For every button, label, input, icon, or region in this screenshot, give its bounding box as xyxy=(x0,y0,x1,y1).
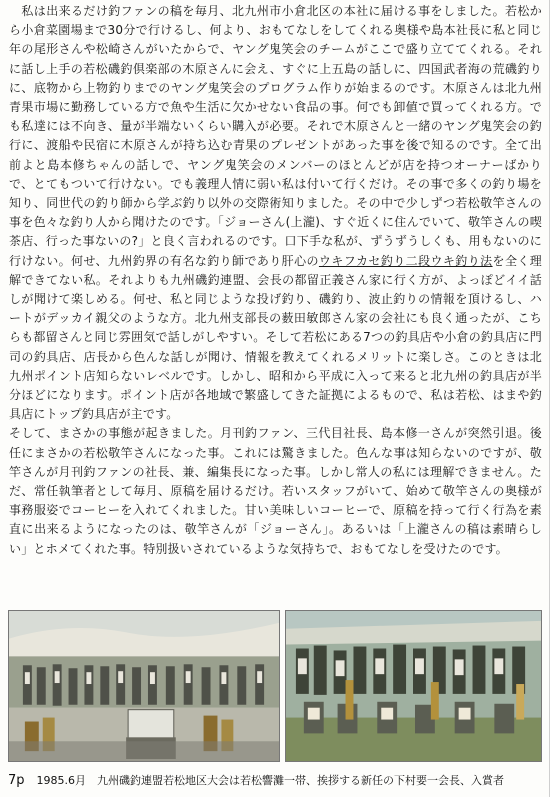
paragraph-1-continued: を全く理解できてない私。それよりも九州磯釣連盟、会長の都留正義さん家に行く方が、よっぽどイイ話しが聞けて楽しめる。何せ、私と同じような投げ釣り、磯釣り、波止釣りの情報を頂けるし、ハートがデッカイ親父のような方。北九州支部長の薮田敏郎さん家の会社にも良く通ったが、こちらも都留さんと同じ雰囲気で話しがしやすい。そして若松にある7つの釣具店や小倉の釣具店に門司の釣具店、店長から色んな話しが聞け、情報を教えてくれるメリットに楽しさ。このときは北九州ポイント店知らないレベルです。しかし、昭和から平成に入って来ると北九州の釣具店が半分ほどになります。ポイント店が各地域で繁盛してきた証拠によるもので、私は若松、はまや釣具店にトップ釣具店が主です。 xyxy=(9,253,542,422)
photo-prize-winners-image xyxy=(286,611,541,761)
article-paragraph-2: そして、まさかの事態が起きました。月刊釣ファン、三代目社長、島本修一さんが突然引退。後任にまさかの若松敬竿さんになった事。これには驚きました。色んな事は知らないのですが、敬竿さんが月刊釣ファンの社長、兼、編集長になった事。しかし常人の私には理解できません。ただ、常任執筆者として毎月、原稿を届けるだけ。若いスタッフがいて、始めて敬竿さんの奥様が事務服姿でコーヒーを入れてくれました。甘い美味しいコーヒーで、原稿を持って行く行為を素直に出来るようになったのは、敬竿さんが「ジョーさん」。あるいは「上瀧さんの稿は素晴らしい」とホメてくれた事。特別扱いされているような気持ちで、おもてなしを受けたのです。 xyxy=(9,426,542,556)
article-paragraph-1 xyxy=(9,2,542,424)
photo-row xyxy=(8,610,542,762)
caption-text: 1985.6月 九州磯釣連盟若松地区大会は若松響灘一帯、挨拶する新任の下村要一会長、入賞者 xyxy=(36,774,505,787)
photo-caption xyxy=(8,772,542,788)
photo-tournament-greeting-image xyxy=(9,611,279,761)
photo-prize-winners xyxy=(285,610,542,762)
underlined-term: ウキフカセ釣り二段ウキ釣り法 xyxy=(318,253,493,268)
photo-tournament-greeting xyxy=(8,610,280,762)
paragraph-1-text: 私は出来るだけ釣ファンの稿を毎月、北九州市小倉北区の本社に届ける事をしました。若松から小倉菜園場まで30分で行けるし、何より、おもてなしをしてくれる奥様や島本社長に私と同じ年の尾形さんや松崎さんがいたからで、ヤング鬼笑会のチームがここで盛り立ててくれる。それに話し上手の若松磯釣倶楽部の木原さんに会え、すぐに上五島の話しに、四国武者海の荒磯釣りに、底物から上物釣りまでのヤング鬼笑会のプログラム作りが始まるのです。木原さんは北九州青果市場に勤務している方で魚や生活に欠かせない食品の事。何でも卸値で買ってくれる方。でも私達には不向き、量が半端ないくらい購入が必要。それで木原さんと一緒のヤング鬼笑会の釣行に、渡船や民宿に木原さんが持ち込む青果のプレゼントがあった事を後で知るのです。全て出前よと島本修ちゃんの話しで、ヤング鬼笑会のメンバーのほとんどが店を持つオーナーばかりで、とてもついて行けない。でも義理人情に弱い私は付いて行くだけ。その事で多くの釣り場を知り、同世代の釣り師から学ぶ釣り以外の交際術知りました。その中で少しずつ若松敬竿さんの事を色々な釣り人から聞けたのです。「ジョーさん(上瀧)、すぐ近くに住んでいて、敬竿さんの喫茶店、行った事ないの?」と良く言われるのです。口下手な私が、ずうずうしくも、用もないのに行けない。何せ、九州釣界の有名な釣り師であり肝心の xyxy=(9,4,542,268)
page-number: 7p xyxy=(8,773,25,788)
article-body xyxy=(9,2,542,559)
